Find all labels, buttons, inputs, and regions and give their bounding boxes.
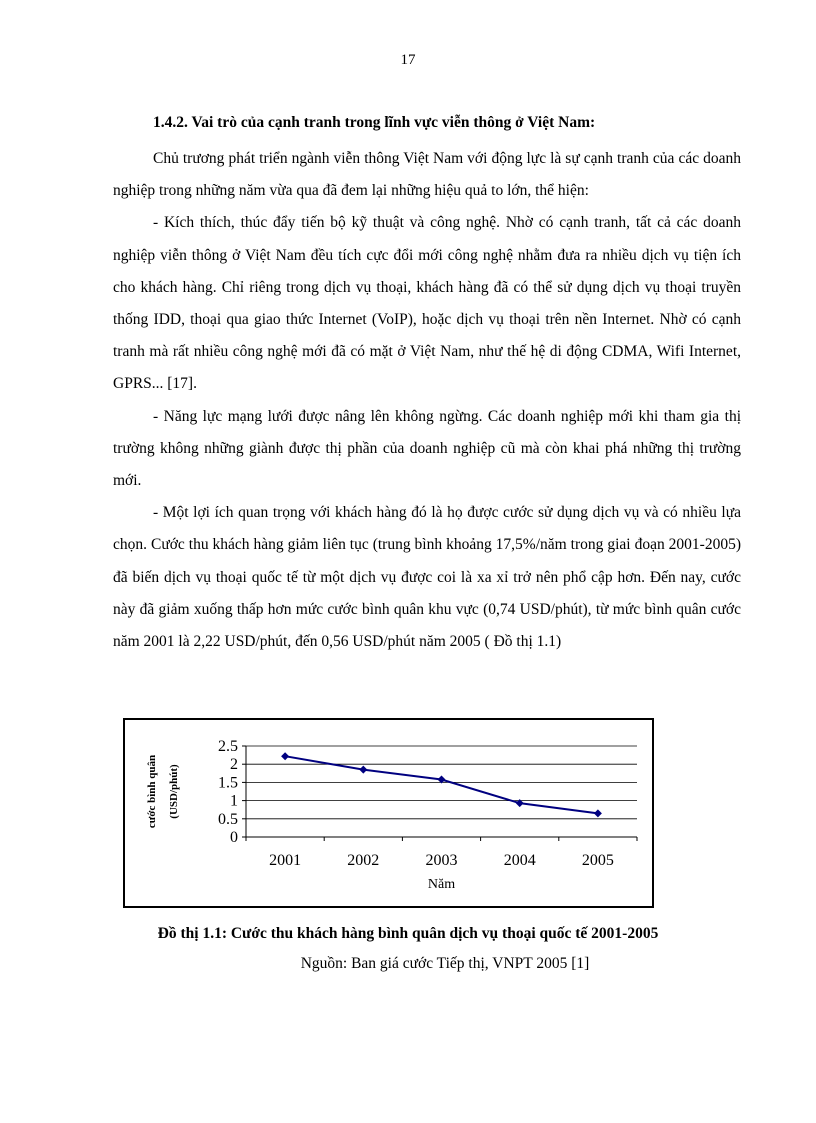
section-heading: 1.4.2. Vai trò của cạnh tranh trong lĩnh vực viễn thông ở Việt Nam: — [153, 114, 596, 131]
y-axis-title-line2: (USD/phút) — [168, 764, 180, 819]
y-tick-label: 0 — [230, 829, 238, 846]
y-axis-title-line1: cước bình quân — [146, 754, 158, 829]
chart-axes — [242, 746, 637, 841]
price-line-chart — [125, 720, 652, 906]
x-tick-label: 2002 — [347, 852, 380, 869]
paragraph-intro: Chủ trương phát triển ngành viễn thông Việt Nam với động lực là sự cạnh tranh của các doanh nghiệp trong những năm vừa qua đã đem lại những hiệu quả to lớn, thể hiện: — [113, 150, 741, 200]
data-point — [594, 809, 602, 817]
x-axis-title: Năm — [427, 877, 456, 892]
x-tick-label: 2004 — [503, 852, 536, 869]
paragraph-network-capacity: - Năng lực mạng lưới được nâng lên không ngừng. Các doanh nghiệp mới khi tham gia thị trường không những giành được thị phần của doanh nghiệp cũ mà còn khai phá những thị trường mới. — [113, 407, 741, 490]
x-tick-label: 2001 — [269, 852, 302, 869]
y-tick-label: 1.5 — [218, 774, 238, 792]
y-tick-label: 2.5 — [218, 738, 238, 755]
data-point — [281, 752, 289, 760]
figure-caption: Đồ thị 1.1: Cước thu khách hàng bình quân dịch vụ thoại quốc tế 2001-2005 — [157, 925, 659, 942]
series-line — [285, 756, 598, 813]
body-text — [113, 143, 741, 658]
data-point — [359, 766, 367, 774]
page-number: 17 — [400, 52, 416, 68]
y-tick-label: 1 — [230, 792, 238, 810]
y-tick-label: 2 — [230, 756, 238, 774]
y-tick-labels — [218, 738, 238, 846]
figure-source: Nguồn: Ban giá cước Tiếp thị, VNPT 2005 [1] — [300, 955, 590, 972]
x-tick-label: 2003 — [425, 852, 458, 869]
paragraph-technology: - Kích thích, thúc đẩy tiến bộ kỹ thuật và công nghệ. Nhờ có cạnh tranh, tất cả các doanh nghiệp viễn thông ở Việt Nam đều tích cực đổi mới công nghệ nhằm đưa ra nhiều dịch vụ tiện ích cho khách hàng. Chỉ riêng trong dịch vụ thoại, khách hàng đã có thể sử dụng dịch vụ thoại truyền thống IDD, thoại qua giao thức Internet (VoIP), hoặc dịch vụ thoại trên nền Internet. Nhờ có cạnh tranh mà rất nhiều công nghệ mới đã có mặt ở Việt Nam, như thế hệ di động CDMA, Wifi Internet, GPRS... [17]. — [113, 214, 741, 393]
x-tick-label: 2005 — [581, 852, 614, 869]
y-tick-label: 0.5 — [218, 810, 238, 828]
x-tick-labels — [269, 852, 614, 869]
paragraph-customer-benefit: - Một lợi ích quan trọng với khách hàng đó là họ được cước sử dụng dịch vụ và có nhiều lựa chọn. Cước thu khách hàng giảm liên tục (trung bình khoảng 17,5%/năm trong giai đoạn 2001-2005) đã biến dịch vụ thoại quốc tế từ một dịch vụ được coi là xa xỉ trở nên phổ cập hơn. Đến nay, cước này đã giảm xuống thấp hơn mức cước bình quân khu vực (0,74 USD/phút), từ mức bình quân cước năm 2001 là 2,22 USD/phút, đến 0,56 USD/phút năm 2005 ( Đồ thị 1.1) — [113, 504, 741, 651]
chart-frame — [123, 718, 654, 908]
chart-series — [281, 752, 602, 817]
